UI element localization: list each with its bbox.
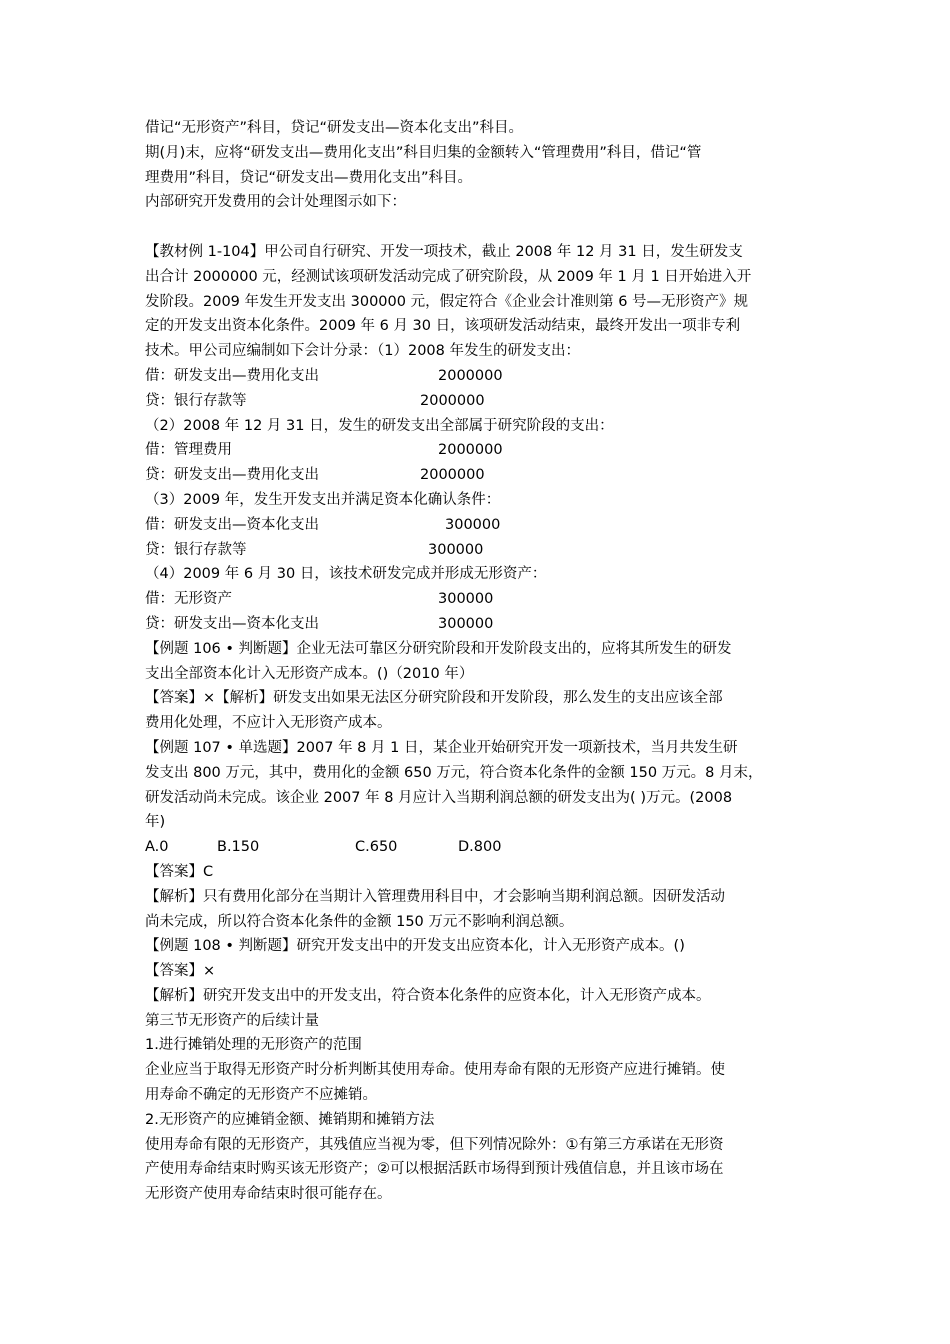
analysis-108-line: 【解析】研究开发支出中的开发支出，符合资本化条件的应资本化，计入无形资产成本。 [145, 987, 711, 1004]
option-c: C.650 [355, 839, 398, 856]
entry-amount: 300000 [445, 516, 501, 533]
entry-label: （4）2009 年 6 月 30 日，该技术研发完成并形成无形资产： [145, 566, 547, 583]
answer-108-line: 【答案】× [145, 963, 216, 980]
entry-amount: 2000000 [438, 442, 503, 459]
analysis-107-line: 【解析】只有费用化部分在当期计入管理费用科目中，才会影响当期利润总额。因研发活动 [145, 888, 725, 905]
entry-amount: 2000000 [438, 367, 503, 384]
entry-label: （2）2008 年 12 月 31 日，发生的研发支出全部属于研究阶段的支出： [145, 417, 614, 434]
text-line: 无形资产使用寿命结束时很可能存在。 [145, 1186, 392, 1203]
journal-entry-line [145, 513, 810, 538]
text-line: 理费用”科目，贷记“研发支出—费用化支出”科目。 [145, 169, 473, 186]
journal-entry-line [145, 463, 810, 488]
text-line: 内部研究开发费用的会计处理图示如下： [145, 194, 406, 211]
example-text-line: 技术。甲公司应编制如下会计分录：（1）2008 年发生的研发支出： [145, 343, 580, 360]
journal-entry-line [145, 612, 810, 637]
subsection-heading: 1.进行摊销处理的无形资产的范围 [145, 1037, 362, 1054]
journal-entry-line [145, 538, 810, 563]
answer-106-line: 【答案】×【解析】研发支出如果无法区分研究阶段和开发阶段，那么发生的支出应该全部 [145, 690, 723, 707]
journal-step-line [145, 562, 810, 587]
text-line: 用寿命不确定的无形资产不应摊销。 [145, 1087, 377, 1104]
question-107-line: 【例题 107 • 单选题】2007 年 8 月 1 日，某企业开始研究开发一项新技术，当月共发生研 [145, 739, 738, 756]
question-107-line: 发支出 800 万元，其中，费用化的金额 650 万元，符合资本化条件的金额 150 万元。8 月末， [145, 764, 763, 781]
option-a: A.0 [145, 839, 169, 856]
answer-107-line: 【答案】C [145, 863, 214, 880]
question-108-line: 【例题 108 • 判断题】研究开发支出中的开发支出应资本化，计入无形资产成本。() [145, 938, 685, 955]
blank-line [145, 215, 810, 240]
journal-entry-line [145, 389, 810, 414]
entry-amount: 300000 [438, 591, 494, 608]
entry-label: 借：无形资产 [145, 591, 232, 608]
entry-amount: 2000000 [420, 467, 485, 484]
analysis-107-line: 尚未完成，所以符合资本化条件的金额 150 万元不影响利润总额。 [145, 913, 574, 930]
question-106-line: 【例题 106 • 判断题】企业无法可靠区分研究阶段和开发阶段支出的，应将其所发生的研发 [145, 640, 732, 657]
option-b: B.150 [217, 839, 260, 856]
entry-label: 借：管理费用 [145, 442, 232, 459]
entry-label: （3）2009 年，发生开发支出并满足资本化确认条件： [145, 491, 501, 508]
section-heading: 第三节无形资产的后续计量 [145, 1012, 319, 1029]
option-d: D.800 [458, 839, 502, 856]
text-line: 借记“无形资产”科目，贷记“研发支出—资本化支出”科目。 [145, 120, 524, 136]
entry-label: 借：研发支出—资本化支出 [145, 516, 319, 533]
journal-step-line [145, 414, 810, 439]
question-107-line: 研发活动尚未完成。该企业 2007 年 8 月应计入当期利润总额的研发支出为( )万元。(2008 [145, 789, 733, 806]
question-107-options [145, 835, 810, 860]
example-text-line: 发阶段。2009 年发生开发支出 300000 元，假定符合《企业会计准则第 6 号—无形资产》规 [145, 293, 749, 310]
document-body [145, 116, 810, 1207]
example-text-line: 【教材例 1-104】甲公司自行研究、开发一项技术，截止 2008 年 12 月 31 日，发生研发支 [145, 243, 743, 260]
question-107-line: 年) [145, 814, 166, 831]
entry-amount: 2000000 [420, 392, 485, 409]
text-line: 使用寿命有限的无形资产，其残值应当视为零，但下列情况除外：①有第三方承诺在无形资 [145, 1136, 724, 1153]
text-line: 期(月)末，应将“研发支出—费用化支出”科目归集的金额转入“管理费用”科目，借记“管 [145, 144, 702, 161]
entry-label: 借：研发支出—费用化支出 [145, 367, 319, 384]
text-line: 企业应当于取得无形资产时分析判断其使用寿命。使用寿命有限的无形资产应进行摊销。使 [145, 1062, 725, 1079]
journal-step-line [145, 488, 810, 513]
answer-106-line: 费用化处理，不应计入无形资产成本。 [145, 715, 392, 732]
entry-amount: 300000 [428, 541, 484, 558]
example-text-line: 出合计 2000000 元，经测试该项研发活动完成了研究阶段，从 2009 年 1 月 1 日开始进入开 [145, 268, 752, 285]
question-106-line: 支出全部资本化计入无形资产成本。()（2010 年） [145, 665, 474, 682]
text-line: 产使用寿命结束时购买该无形资产；②可以根据活跃市场得到预计残值信息，并且该市场在 [145, 1161, 724, 1178]
journal-entry-line [145, 438, 810, 463]
subsection-heading: 2.无形资产的应摊销金额、摊销期和摊销方法 [145, 1111, 435, 1128]
example-text-line: 定的开发支出资本化条件。2009 年 6 月 30 日，该项研发活动结束，最终开发出一项非专利 [145, 318, 741, 335]
entry-label: 贷：研发支出—资本化支出 [145, 615, 319, 632]
entry-label: 贷：研发支出—费用化支出 [145, 467, 319, 484]
entry-label: 贷：银行存款等 [145, 541, 247, 558]
entry-amount: 300000 [438, 615, 494, 632]
journal-entry-line [145, 587, 810, 612]
journal-entry-line [145, 364, 810, 389]
entry-label: 贷：银行存款等 [145, 392, 247, 409]
